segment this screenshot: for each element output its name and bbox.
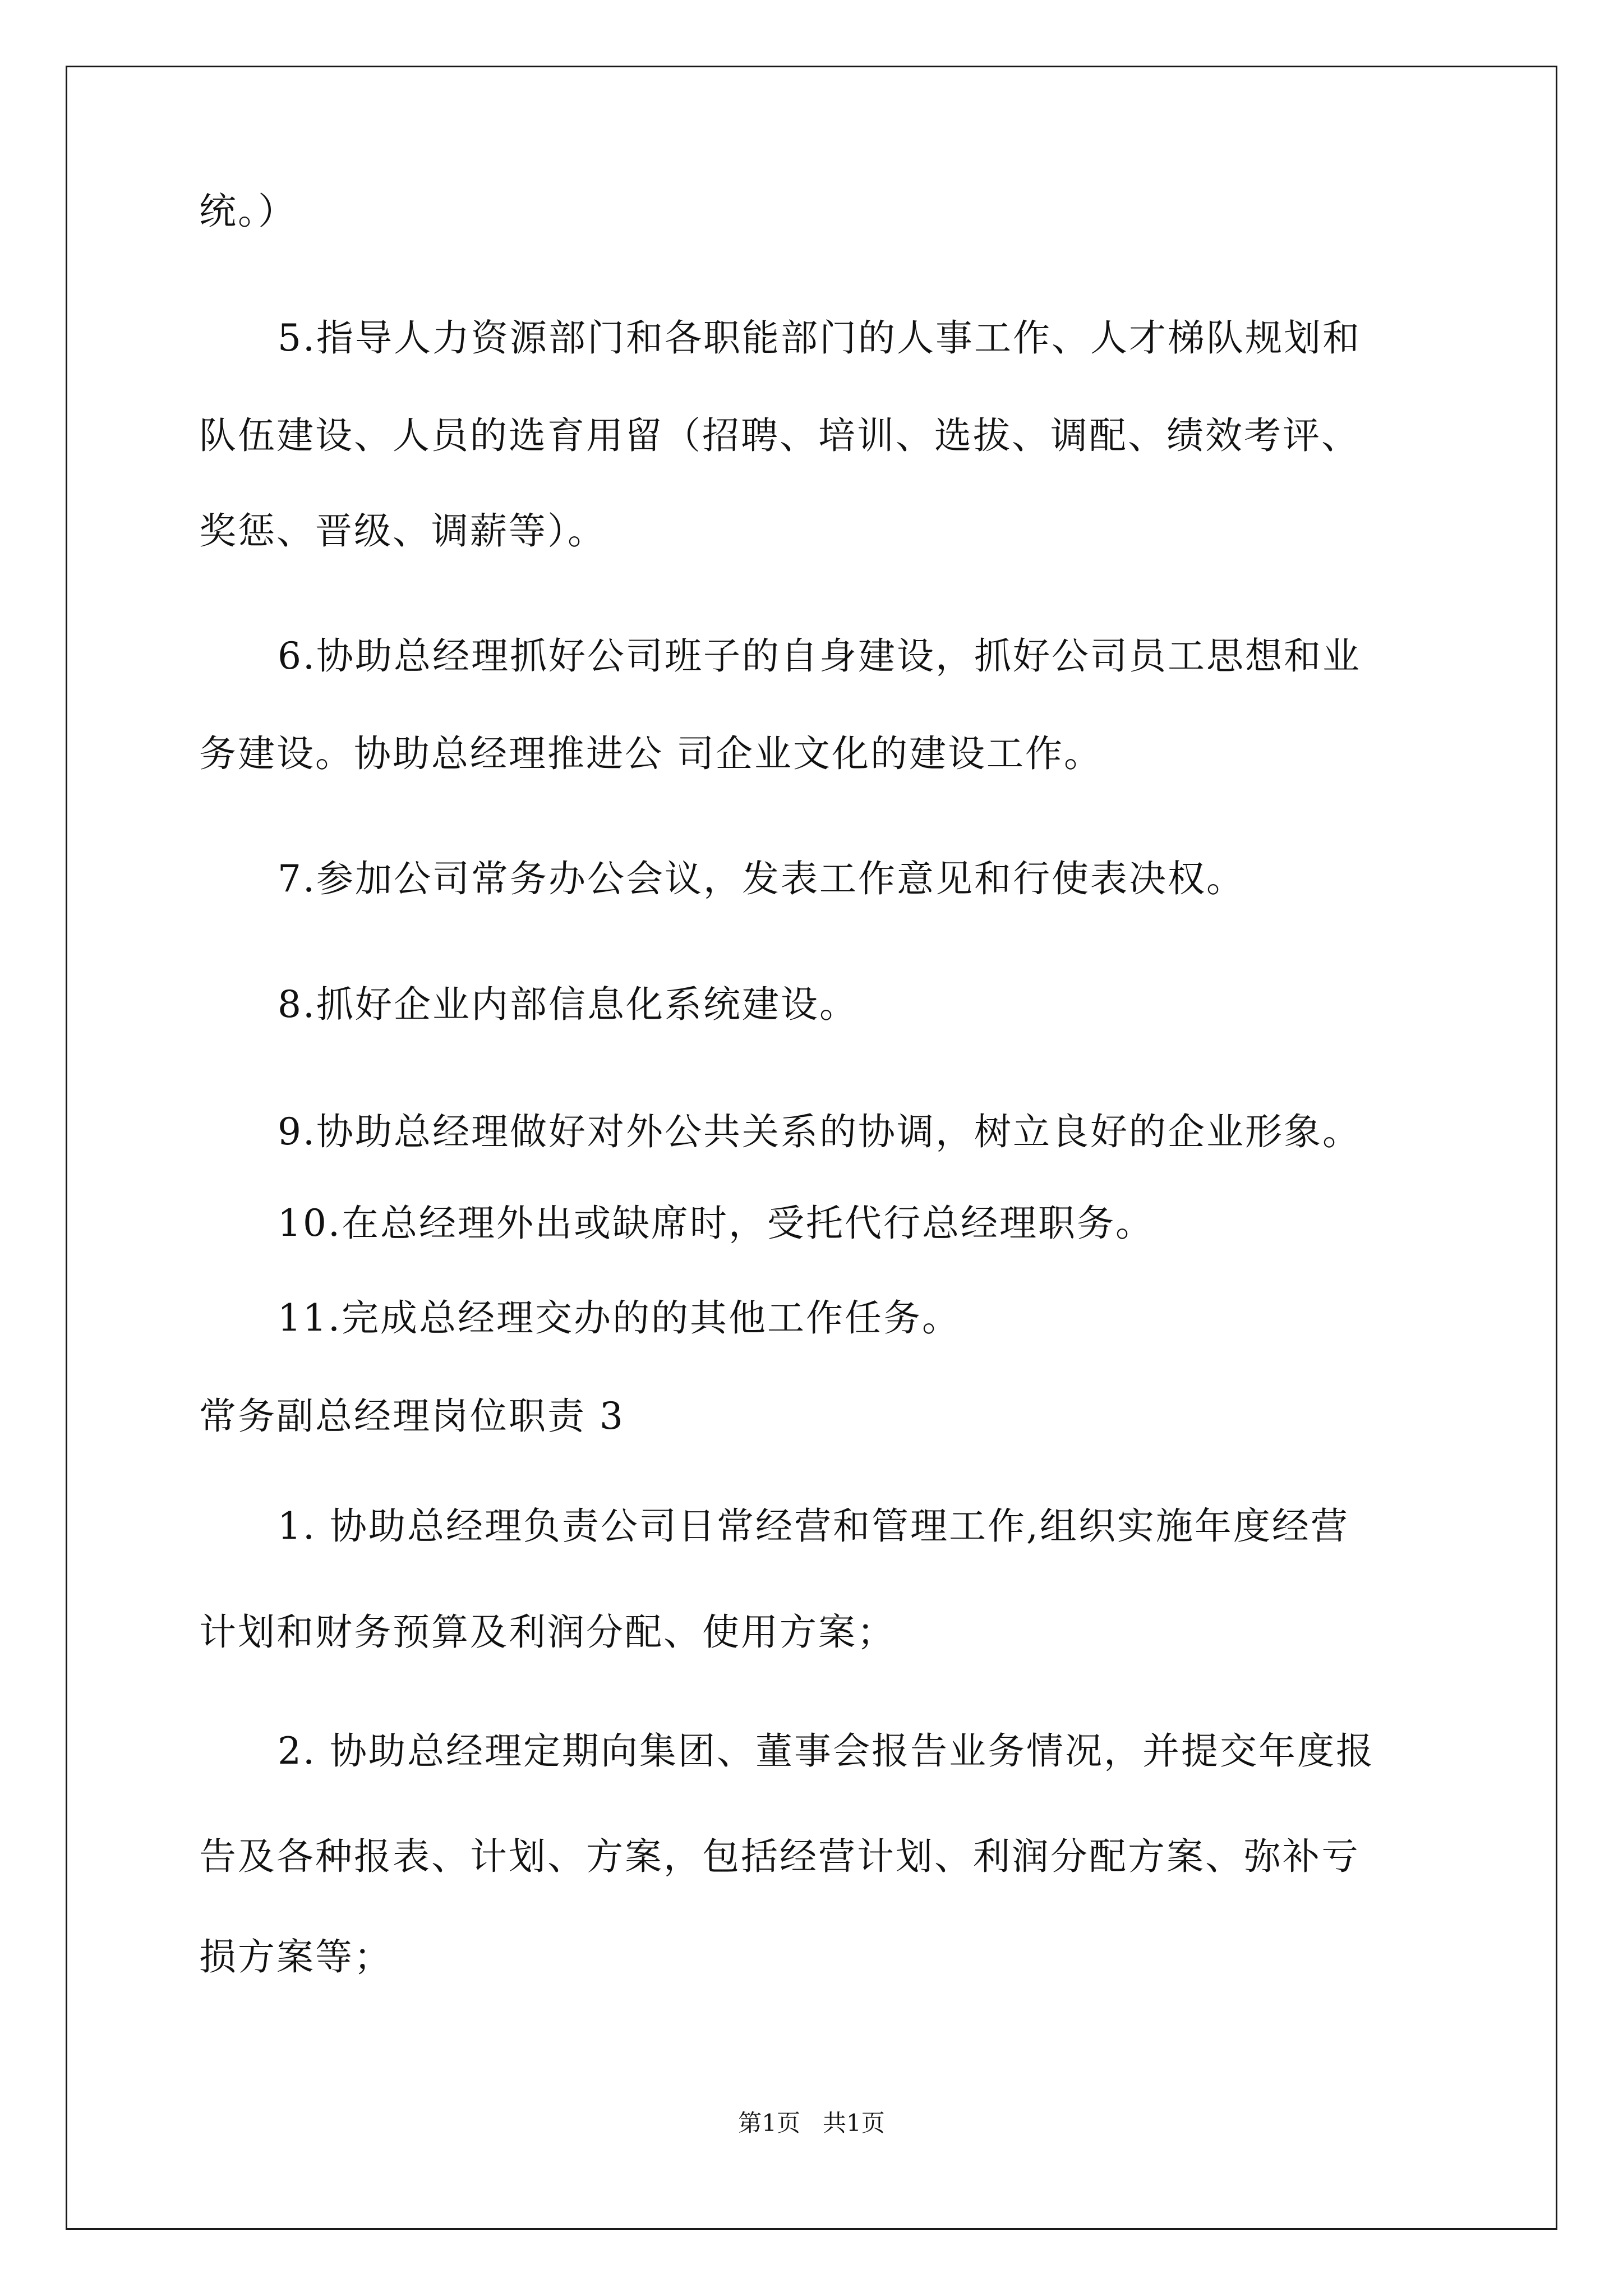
text-line: 统。） xyxy=(199,190,297,233)
text-line: 务建设。协助总经理推进公 司企业文化的建设工作。 xyxy=(199,732,1103,775)
text-line: 告及各种报表、计划、方案，包括经营计划、利润分配方案、弥补亏 xyxy=(199,1835,1360,1878)
text-line: 2. 协助总经理定期向集团、董事会报告业务情况，并提交年度报 xyxy=(278,1729,1375,1773)
section-heading: 常务副总经理岗位职责 3 xyxy=(199,1395,625,1438)
text-line: 1. 协助总经理负责公司日常经营和管理工作,组织实施年度经营 xyxy=(278,1504,1349,1548)
text-line: 8.抓好企业内部信息化系统建设。 xyxy=(278,983,858,1026)
text-line: 10.在总经理外出或缺席时，受托代行总经理职务。 xyxy=(278,1202,1154,1245)
text-line: 损方案等； xyxy=(199,1935,393,1978)
text-line: 9.协助总经理做好对外公共关系的协调，树立良好的企业形象。 xyxy=(278,1110,1361,1153)
text-line: 奖惩、晋级、调薪等）。 xyxy=(199,509,606,553)
text-line: 5.指导人力资源部门和各职能部门的人事工作、人才梯队规划和 xyxy=(278,316,1361,360)
text-line: 队伍建设、人员的选育用留（招聘、培训、选拔、调配、绩效考评、 xyxy=(199,414,1360,457)
text-line: 计划和财务预算及利润分配、使用方案； xyxy=(199,1611,896,1654)
page-footer: 第1页 共1页 xyxy=(738,2109,885,2137)
text-line: 7.参加公司常务办公会议，发表工作意见和行使表决权。 xyxy=(278,857,1245,900)
text-line: 11.完成总经理交办的的其他工作任务。 xyxy=(278,1296,961,1340)
text-line: 6.协助总经理抓好公司班子的自身建设，抓好公司员工思想和业 xyxy=(278,634,1361,678)
